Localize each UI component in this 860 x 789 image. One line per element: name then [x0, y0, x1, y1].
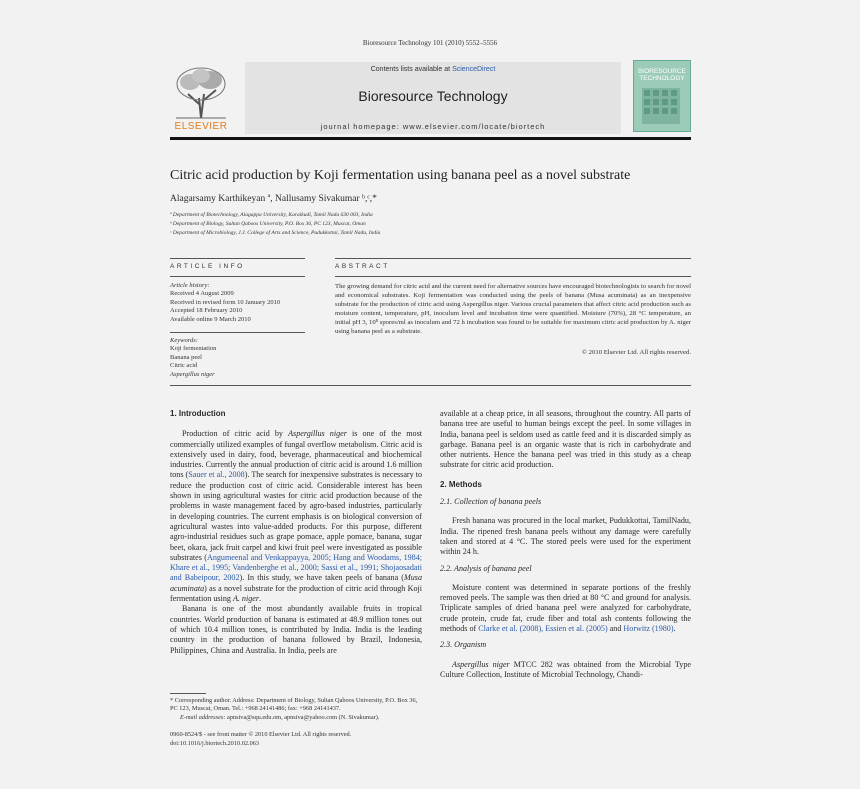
affiliation-b: ᵇ Department of Biology, Sultan Qaboos University, P.O. Box 36, PC 123, Muscat, Oman: [170, 221, 366, 227]
keyword-item: Aspergillus niger: [170, 370, 215, 378]
history-accepted: Accepted 18 February 2010: [170, 307, 243, 315]
keyword-item: Koji fermentation: [170, 345, 217, 353]
abstract-text: The growing demand for citric acid and the current need for alternative sources have encouraged biotechnologists to search for novel and economical substrates. Koji fermentation was conducted using the peels of banana (Musa acuminata) as an inexpensive substrate for the production of citric acid using Aspergillus niger. Various crucial parameters that affect citric acid production such as moisture content, temperature, pH, inoculum level and incubation time were quantified. Moisture (70%), 28 °C temperature, an initial pH 3, 10⁸ spores/ml as inoculum and 72 h incubation was found to be suitable for maximum citric acid production by A. niger using banana peel as a substrate.: [335, 283, 691, 335]
article-info-heading: ARTICLE INFO: [170, 263, 245, 270]
contents-line: [245, 66, 621, 73]
article-history: [170, 282, 305, 324]
history-received: Received 4 August 2009: [170, 290, 234, 298]
ref-clarke-essien-link[interactable]: Clarke et al. (2008), Essien et al. (2005): [478, 624, 608, 634]
article-title: Citric acid production by Koji fermentation using banana peel as a novel substrate: [170, 168, 631, 183]
article-info-top-rule: [170, 258, 305, 259]
affiliation-a: ª Department of Biotechnology, Alagappa University, Karaikudi, Tamil Nadu 630 003, India: [170, 212, 373, 218]
footnote-rule: [170, 693, 206, 694]
keyword-item: Citric acid: [170, 362, 198, 370]
abstract-heading: ABSTRACT: [335, 263, 390, 270]
abstract-copyright: © 2010 Elsevier Ltd. All rights reserved.: [581, 349, 691, 356]
contents-prefix: Contents lists available at: [370, 66, 451, 73]
doi-link[interactable]: doi:10.1016/j.biortech.2010.02.063: [170, 740, 260, 747]
elsevier-wordmark: ELSEVIER: [174, 121, 228, 132]
keywords-label: Keywords:: [170, 337, 198, 344]
history-revised: Received in revised form 10 January 2010: [170, 298, 281, 306]
left-body-column: [170, 409, 422, 656]
section-2-2-text: Moisture content was determined in separate portions of the freshly removed peels. The sample was then dried at 80 °C and ground for analysis. Triplicate samples of dried banana peel were analyzed for carbohydrate, crude protein, crude fat, crude fiber and total ash contents following the methods of Clarke et al. (2008), Essien et al. (2005) and Horwitz (1980).: [440, 582, 691, 634]
abstract-top-rule: [335, 258, 691, 259]
intro-paragraph-continued: available at a cheap price, in all seasons, throughout the country. All parts of banana tree are useful to human beings except the peel. In some villages in India, banana peel is seldom used as cattle feed and it is discarded simply as garbage. Banana peel is an organic waste that is rich in carbohydrate and other nutrients. Hence the banana peel was tried in this study as a cheap substrate for citric acid production.: [440, 409, 691, 470]
intro-paragraph-2: Banana is one of the most abundantly available fruits in tropical countries. World production of banana is estimated at 48.9 million tones out of which 10.4 million tones, is contributed by India. India is the leading country in the production of banana followed by Brazil, Indonesia, Philippines, China and Australia. In India, peels are: [170, 604, 422, 655]
history-label: Article history:: [170, 282, 210, 289]
right-body-column: [440, 409, 691, 680]
history-online: Available online 9 March 2010: [170, 315, 251, 323]
sciencedirect-link[interactable]: ScienceDirect: [452, 66, 496, 73]
corresponding-author-footnote: * Corresponding author. Address: Department of Biology, Sultan Qaboos University, P.O. Box 36, PC 123, Muscat, Oman. Tel.: +968 24141486; fax: +968 24141437. E-mail addresses: apnsiva@squ.edu.om, apnsiva@yahoo.com (N. Sivakumar).: [170, 697, 418, 721]
abstract-bottom-rule: [170, 385, 691, 386]
keywords-block: [170, 337, 305, 379]
issn-line: 0960-8524/$ - see front matter © 2010 Elsevier Ltd. All rights reserved.: [170, 731, 352, 738]
article-authors: Alagarsamy Karthikeyan ª, Nallusamy Sivakumar ᵇ,ᶜ,*: [170, 194, 377, 204]
intro-heading: 1. Introduction: [170, 409, 226, 418]
article-info-rule: [170, 276, 305, 277]
section-2-2-heading: 2.2. Analysis of banana peel: [440, 563, 532, 573]
section-2-3-text: Aspergillus niger MTCC 282 was obtained from the Microbial Type Culture Collection, Institute of Microbial Technology, Chandi-: [440, 659, 691, 679]
ref-sauer-link[interactable]: Sauer et al., 2008: [188, 470, 245, 480]
methods-heading: 2. Methods: [440, 479, 482, 489]
journal-citation: Bioresource Technology 101 (2010) 5552–5556: [362, 39, 498, 47]
ref-horwitz-link[interactable]: Horwitz (1980): [623, 624, 674, 634]
abstract-rule: [335, 276, 691, 277]
keyword-item: Banana peel: [170, 353, 202, 361]
section-2-3-heading: 2.3. Organism: [440, 640, 487, 650]
intro-paragraph-1: Production of citric acid by Aspergillus niger is one of the most commercially utilized examples of fungal overflow metabolism. Citric acid is extensively used in dairy, food, beverage, pharmaceutical and biochemical industries. Currently the annual production of citric acid is around 1.6 million tons (Sauer et al., 2008). The search for inexpensive substrates is necessary to reduce the production cost of citric acid. Considerable interest has been shown in using agricultural wastes for citric acid production because of the problems in waste management faced by agro-based industries, particularly in developing countries. The current emphasis is on biological conversion of agricultural wastes into value-added products. For this purpose, different agro-industrial residues such as grape pomace, apple pomace, banana, sugar beet, okara, jack fruit carpel and kiwi fruit peel were investigated as possible substrates (Angumeenal and Venkappayya, 2005; Hang and Woodams, 1984; Khare et al., 1995; Vandenberghe et al., 2000; Sassi et al., 1991; Shojaosadati and Babeipour, 2002). In this study, we have taken peels of banana (Musa acuminata) as a novel substrate for the production of citric acid through Koji fermentation using A. niger.: [170, 429, 423, 604]
keywords-rule: [170, 332, 305, 333]
email-links[interactable]: apnsiva@squ.edu.om, apnsiva@yahoo.com: [227, 713, 338, 721]
journal-cover-title: BIORESOURCE TECHNOLOGY: [637, 68, 687, 82]
section-2-1-heading: 2.1. Collection of banana peels: [440, 497, 542, 507]
journal-title: Bioresource Technology: [358, 88, 508, 104]
journal-cover-pattern: [642, 88, 680, 124]
journal-homepage[interactable]: journal homepage: www.elsevier.com/locate/biortech: [320, 122, 546, 131]
refs-substrates-link[interactable]: Angumeenal and Venkappayya, 2005; Hang and Woodams, 1984; Khare et al., 1995; Vandenberghe et al., 2000; Sassi et al., 1991; Shojaosadati and Babeipour, 2002: [170, 552, 422, 583]
section-2-1-text: Fresh banana was procured in the local market, Pudukkottai, TamilNadu, India. The ripened fresh banana peels without any damage were carefully taken and stored at 4 °C. The stored peels were used for the experiment within 24 h.: [440, 516, 691, 557]
affiliation-c: ᶜ Department of Microbiology, J.J. College of Arts and Science, Pudukkottai, Tamil Nadu, India: [170, 230, 381, 236]
header-rule: [170, 137, 691, 140]
